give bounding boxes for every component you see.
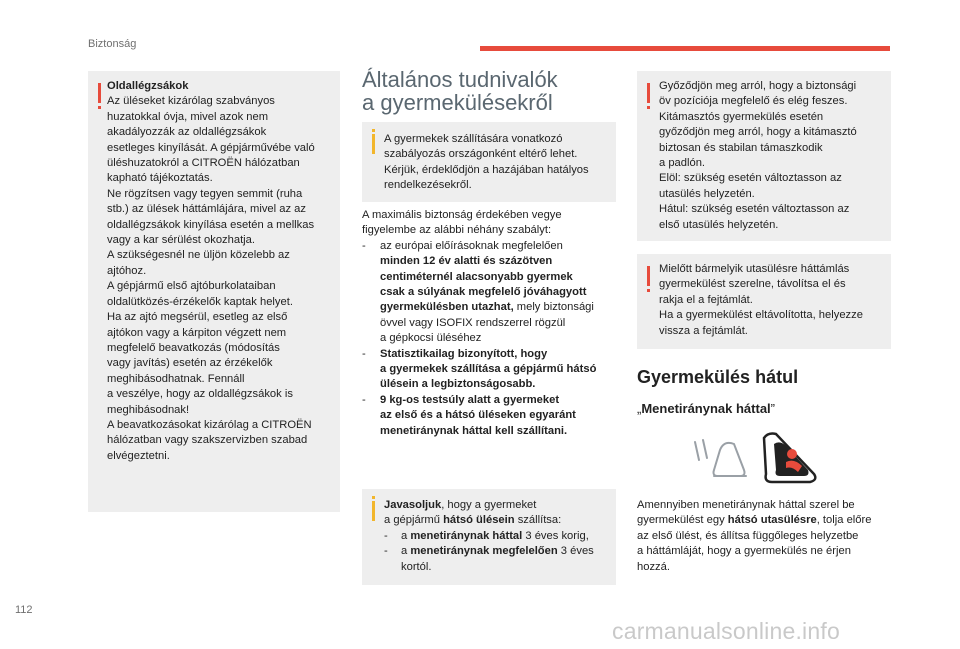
text-line: az első ülést, és állítsa függőleges helyzetbe: [637, 529, 859, 542]
text-line: esetleges kinyílását. A gépjárművébe való: [107, 141, 315, 154]
text-line: Statisztikailag bizonyított, hogy: [380, 347, 548, 360]
text-line: megfelelő beavatkozás (módosítás: [107, 341, 280, 354]
text-line: stb.) az ülések háttámlájára, mivel az az: [107, 203, 306, 216]
safety-rules: [362, 208, 620, 439]
warning-icon: [647, 83, 650, 103]
text-line: ajtóhoz.: [107, 264, 147, 277]
text-line: kapható tájékoztatás.: [107, 172, 213, 185]
text-line: A gyermekek szállítására vonatkozó: [384, 133, 563, 145]
text-line: csak a súlyának megfelelő jóváhagyott: [380, 286, 587, 299]
section-heading: [362, 68, 558, 114]
text-line: A szükségesnél ne üljön közelebb az: [107, 249, 290, 262]
text-line: vissza a fejtámlát.: [659, 324, 748, 337]
regulation-info-box: [362, 122, 616, 202]
text-line: Kitámasztós gyermekülés esetén: [659, 110, 824, 123]
text-line: A beavatkozásokat kizárólag a CITROËN: [107, 418, 312, 431]
text-line: a gyermekek szállítása a gépjármű hátsó: [380, 363, 597, 376]
text-line: Elöl: szükség esetén változtasson az: [659, 172, 842, 185]
airbag-warning-box: [88, 71, 340, 512]
text-line: 9 kg-os testsúly alatt a gyermeket: [380, 393, 560, 406]
text-line: az európai előírásoknak megfelelően: [380, 239, 563, 252]
text-line: a gépkocsi üléséhez: [380, 332, 482, 345]
text-line: oldalütközés-érzékelők kaptak helyet.: [107, 295, 293, 308]
rear-seat-with-child-icon: [764, 434, 815, 483]
text-run: 3 éves: [557, 545, 594, 558]
text-line: rakja el a fejtámlát.: [659, 293, 753, 306]
text-line: Hátul: szükség esetén változtasson az: [659, 203, 850, 216]
text-line: oldallégzsákok kinyílása esetén a mellkas: [107, 218, 315, 231]
rear-facing-subheading: [637, 401, 775, 416]
text-line: menetiránynak háttal kell szállítani.: [380, 424, 568, 437]
text-line: Ha az ajtó megsérül, esetleg az első: [107, 311, 288, 324]
list-item: [384, 529, 609, 544]
quote-close: ”: [770, 401, 776, 416]
text-line: üléshuzatokról a CITROËN hálózatban: [107, 157, 300, 170]
text-line: győződjön meg arról, hogy a kitámasztó: [659, 126, 857, 139]
text-bold: hátsó ülésein: [443, 514, 515, 527]
text-line: meghibásodnak!: [107, 403, 190, 416]
text-line: az első és a hátsó üléseken egyaránt: [380, 409, 576, 422]
list-dash: -: [362, 239, 366, 252]
text-line: vagy javítás) esetén az érzékelők: [107, 357, 273, 370]
text-line: figyelembe az alábbi néhány szabályt:: [362, 224, 552, 237]
text-bold: menetiránynak megfelelően: [410, 545, 558, 558]
text-bold: gyermekülésben utazhat,: [380, 301, 514, 314]
text-line: hálózatban vagy szakszervizben szabad: [107, 434, 308, 447]
headrest-warning-box: [637, 254, 891, 349]
text-run: a gépjármű: [384, 514, 444, 527]
text-line: vagy a kar sérülést okozhatja.: [107, 234, 255, 247]
text-bold: Menetiránynak háttal: [641, 401, 771, 416]
front-seat-icon: [695, 440, 746, 476]
text-line: centiméternél alacsonyabb gyermek: [380, 270, 573, 283]
text-line: biztosan és stabilan támaszkodik: [659, 141, 823, 154]
recommendation-box: [362, 489, 616, 585]
text-line: a veszélye, hogy az oldallégzsákok is: [107, 388, 293, 401]
text-run: gyermekülést egy: [637, 514, 728, 527]
text-line: huzatokkal óvja, mivel azok nem: [107, 110, 269, 123]
text-bold: menetiránynak háttal: [410, 529, 523, 542]
text-line: Az üléseket kizárólag szabványos: [107, 95, 275, 108]
text-bold: hátsó utasülésre: [727, 514, 817, 527]
list-dash: -: [384, 529, 388, 542]
section-label: Biztonság: [88, 38, 137, 50]
text-line: első utasülés helyzetén.: [659, 218, 779, 231]
text-line: utasülés helyzetén.: [659, 187, 755, 200]
text-run: a: [401, 529, 411, 542]
text-line: gyermekülést szerelne, távolítsa el és: [659, 278, 846, 291]
text-run: 3 éves korig,: [522, 529, 589, 542]
list-dash: -: [362, 347, 366, 360]
header-accent-bar: [480, 46, 890, 51]
text-line: Mielőtt bármelyik utasülésre háttámlás: [659, 263, 850, 275]
text-line: Győződjön meg arról, hogy a biztonsági: [659, 80, 857, 92]
page-number: 112: [15, 604, 33, 616]
text-run: szállítsa:: [514, 514, 562, 527]
text-line: öv pozíciója megfelelő és elég feszes.: [659, 95, 848, 108]
text-line: Kérjük, érdeklődjön a hazájában hatályos: [384, 163, 589, 176]
text-line: A maximális biztonság érdekében vegye: [362, 209, 562, 221]
info-icon: [372, 134, 375, 154]
text-line: meghibásodhatnak. Fennáll: [107, 372, 245, 385]
seatbelt-warning-box: [637, 71, 891, 241]
text-line: kortól.: [401, 560, 432, 573]
text-line: a háttámláját, hogy a gyermekülés ne érjen: [637, 545, 851, 558]
text-run: mely biztonsági: [513, 301, 594, 314]
text-line: Ne rögzítsen vagy tegyen semmit (ruha: [107, 187, 303, 200]
text-line: akadályozzák az oldallégzsákok: [107, 126, 267, 139]
airbag-warning-title: Oldallégzsákok: [107, 80, 189, 92]
list-dash: -: [362, 393, 366, 406]
rear-facing-instructions: [637, 498, 895, 575]
text-line: szabályozás országonként eltérő lehet.: [384, 148, 578, 161]
text-line: minden 12 év alatti és százötven: [380, 255, 553, 268]
heading-line: Általános tudnivalók: [362, 67, 558, 92]
text-line: ülésein a legbiztonságosabb.: [380, 378, 536, 391]
text-line: ajtókon vagy a kárpiton végzett nem: [107, 326, 287, 339]
text-line: Ha a gyermekülést eltávolította, helyezze: [659, 309, 863, 322]
text-line: rendelkezésekről.: [384, 179, 472, 192]
heading-line: a gyermekülésekről: [362, 90, 553, 115]
quote-open: „: [637, 401, 642, 416]
text-run: , hogy a gyermeket: [441, 499, 537, 511]
text-line: elvégeztetni.: [107, 449, 170, 462]
airbag-warning-text: [107, 79, 337, 464]
warning-icon: [98, 83, 101, 103]
list-item: [362, 393, 620, 439]
list-item: [384, 544, 609, 575]
info-icon: [372, 501, 375, 521]
text-line: övvel vagy ISOFIX rendszerrel rögzül: [380, 316, 566, 329]
watermark: carmanualsonline.info: [612, 618, 840, 644]
warning-icon: [647, 266, 650, 286]
list-dash: -: [384, 545, 388, 558]
rear-child-seat-heading: Gyermekülés hátul: [637, 367, 799, 387]
text-line: Amennyiben menetiránynak háttal szerel be: [637, 499, 855, 511]
list-item: [362, 239, 620, 347]
list-item: [362, 347, 620, 393]
text-bold: Javasoljuk: [384, 499, 442, 511]
text-run: a: [401, 545, 411, 558]
text-line: A gépjármű első ajtóburkolataiban: [107, 280, 276, 293]
rear-facing-child-seat-icon: [690, 430, 830, 486]
text-line: a padlón.: [659, 157, 706, 170]
text-run: , tolja előre: [816, 514, 872, 527]
text-line: hozzá.: [637, 560, 670, 573]
